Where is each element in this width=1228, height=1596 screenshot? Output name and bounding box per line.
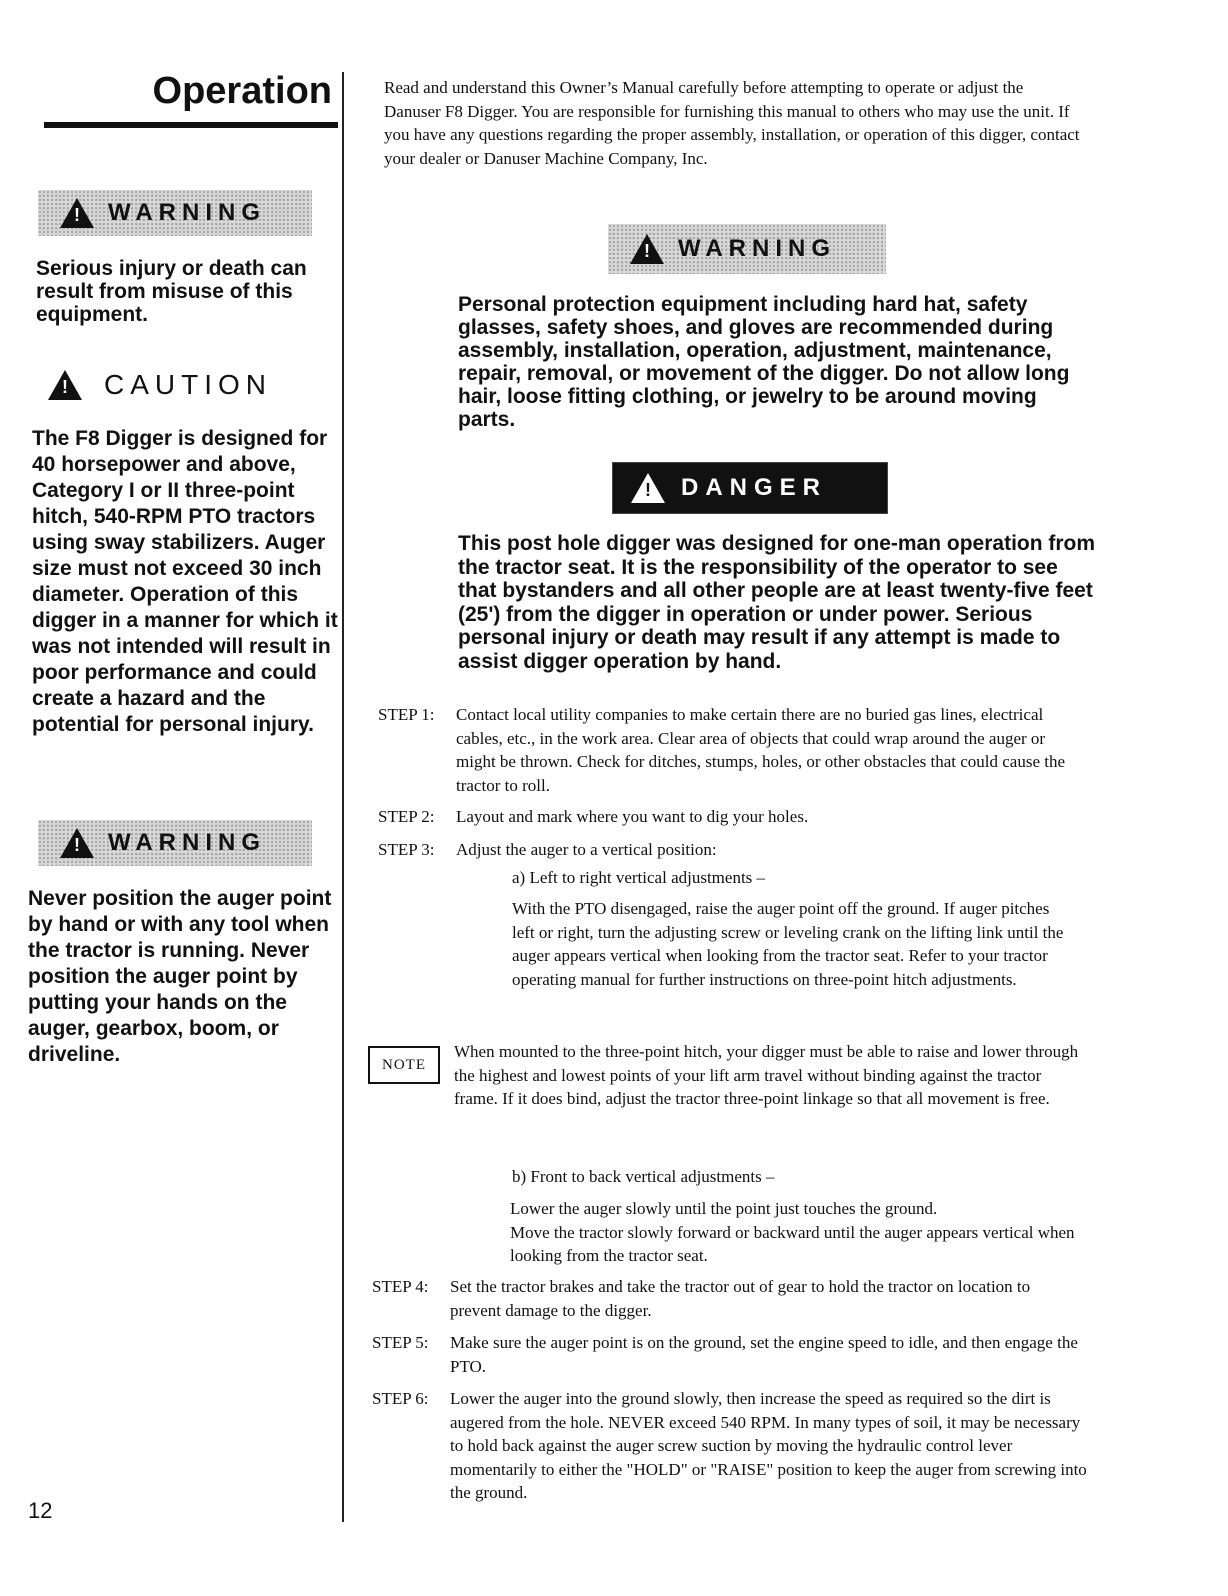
sub-step-b-title: b) Front to back vertical adjustments – bbox=[512, 1167, 775, 1186]
sub-step-b-line-2: Move the tractor slowly forward or backward until the auger appears vertical when looking from the tractor seat. bbox=[510, 1222, 1075, 1265]
step-label: STEP 2: bbox=[378, 807, 435, 826]
sub-step-a-text: With the PTO disengaged, raise the auger point off the ground. If auger pitches left or right, turn the adjusting screw or leveling crank on the lifting link until the auger appears vertical when looking from the tractor seat. Refer to your tractor operating manual for further instructions on three-point hitch adjustments. bbox=[512, 899, 1064, 989]
step-text: Contact local utility companies to make certain there are no buried gas lines, electrical cables, etc., in the work area. Clear area of objects that could wrap around the auger or might be thrown. Check for ditches, stumps, holes, or other obstacles that could cause the tractor to roll. bbox=[456, 705, 1066, 795]
step-1 bbox=[378, 703, 1088, 797]
step-5 bbox=[372, 1331, 1082, 1378]
warning-banner-1 bbox=[38, 190, 312, 236]
step-2 bbox=[378, 805, 1088, 829]
warning-label: WARNING bbox=[108, 829, 266, 856]
step-3 bbox=[378, 838, 1088, 862]
sub-step-a-title: a) Left to right vertical adjustments – bbox=[512, 868, 766, 887]
danger-label: DANGER bbox=[681, 474, 828, 501]
warning-1-text: Serious injury or death can result from misuse of this equipment. bbox=[36, 257, 307, 326]
warning-triangle-icon: ! bbox=[60, 198, 94, 228]
step-text: Set the tractor brakes and take the tractor out of gear to hold the tractor on location to prevent damage to the digger. bbox=[450, 1277, 1031, 1320]
step-4 bbox=[372, 1275, 1082, 1322]
caution-triangle-icon: ! bbox=[48, 370, 82, 400]
note-label-box: NOTE bbox=[368, 1046, 440, 1084]
step-label: STEP 1: bbox=[378, 705, 435, 724]
caution-label: CAUTION bbox=[104, 369, 272, 400]
warning-label: WARNING bbox=[678, 235, 836, 262]
title-rule bbox=[44, 122, 338, 128]
page-title: Operation bbox=[152, 70, 332, 112]
intro-paragraph: Read and understand this Owner’s Manual carefully before attempting to operate or adjust the Danuser F8 Digger. You are responsible for furnishing this manual to others who may use the unit. If you have any questions regarding the proper assembly, installation, or operation of this digger, contact your dealer or Danuser Machine Company, Inc. bbox=[384, 78, 1080, 168]
note-text: When mounted to the three-point hitch, your digger must be able to raise and lower through the highest and lowest points of your lift arm travel without binding against the tractor frame. If it does bind, adjust the tractor three-point linkage so that all movement is free. bbox=[454, 1042, 1079, 1108]
sub-step-b-line-1: Lower the auger slowly until the point just touches the ground. bbox=[510, 1199, 938, 1218]
step-label: STEP 6: bbox=[372, 1389, 429, 1408]
warning-triangle-icon: ! bbox=[630, 234, 664, 264]
danger-text: This post hole digger was designed for one-man operation from the tractor seat. It is the responsibility of the operator to see that bystanders and all other people are at least twenty-five feet (25') from the digger in operation or under power. Serious personal injury or death may result if any attempt is made to assist digger operation by hand. bbox=[458, 532, 1096, 673]
step-text: Adjust the auger to a vertical position: bbox=[456, 840, 717, 859]
warning-3-text: Personal protection equipment including hard hat, safety glasses, safety shoes, and gloves are recommended during assembly, installation, operation, adjustment, maintenance, repair, removal, or movement of the digger. Do not allow long hair, loose fitting clothing, or jewelry to be around moving parts. bbox=[458, 293, 1070, 431]
step-text: Lower the auger into the ground slowly, then increase the speed as required so the dirt is augered from the hole. NEVER exceed 540 RPM. In many types of soil, it may be necessary to hold back against the auger screw suction by moving the hydraulic control lever momentarily to either the "HOLD" or "RAISE" position to keep the auger from screwing into the ground. bbox=[450, 1389, 1087, 1502]
sub-step-b-text bbox=[510, 1197, 1090, 1268]
danger-triangle-icon: ! bbox=[631, 473, 665, 503]
step-text: Layout and mark where you want to dig your holes. bbox=[456, 807, 809, 826]
warning-triangle-icon: ! bbox=[60, 828, 94, 858]
warning-banner-3 bbox=[608, 224, 886, 274]
warning-2-text: Never position the auger point by hand or with any tool when the tractor is running. Never position the auger point by putting your hands on the auger, gearbox, boom, or driveline. bbox=[28, 887, 332, 1066]
page-number: 12 bbox=[28, 1498, 53, 1523]
column-divider bbox=[342, 72, 344, 1522]
caution-text: The F8 Digger is designed for 40 horsepower and above, Category I or II three-point hitch, 540-RPM PTO tractors using sway stabilizers. Auger size must not exceed 30 inch diameter. Operation of this digger in a manner for which it was not intended will result in poor performance and could create a hazard and the potential for personal injury. bbox=[32, 427, 338, 736]
warning-banner-2 bbox=[38, 820, 312, 866]
step-label: STEP 5: bbox=[372, 1333, 429, 1352]
step-label: STEP 4: bbox=[372, 1277, 429, 1296]
danger-banner bbox=[612, 462, 888, 514]
step-label: STEP 3: bbox=[378, 840, 435, 859]
warning-label: WARNING bbox=[108, 199, 266, 226]
step-6 bbox=[372, 1387, 1088, 1505]
step-text: Make sure the auger point is on the ground, set the engine speed to idle, and then engage the PTO. bbox=[450, 1333, 1078, 1376]
caution-banner bbox=[48, 362, 338, 408]
